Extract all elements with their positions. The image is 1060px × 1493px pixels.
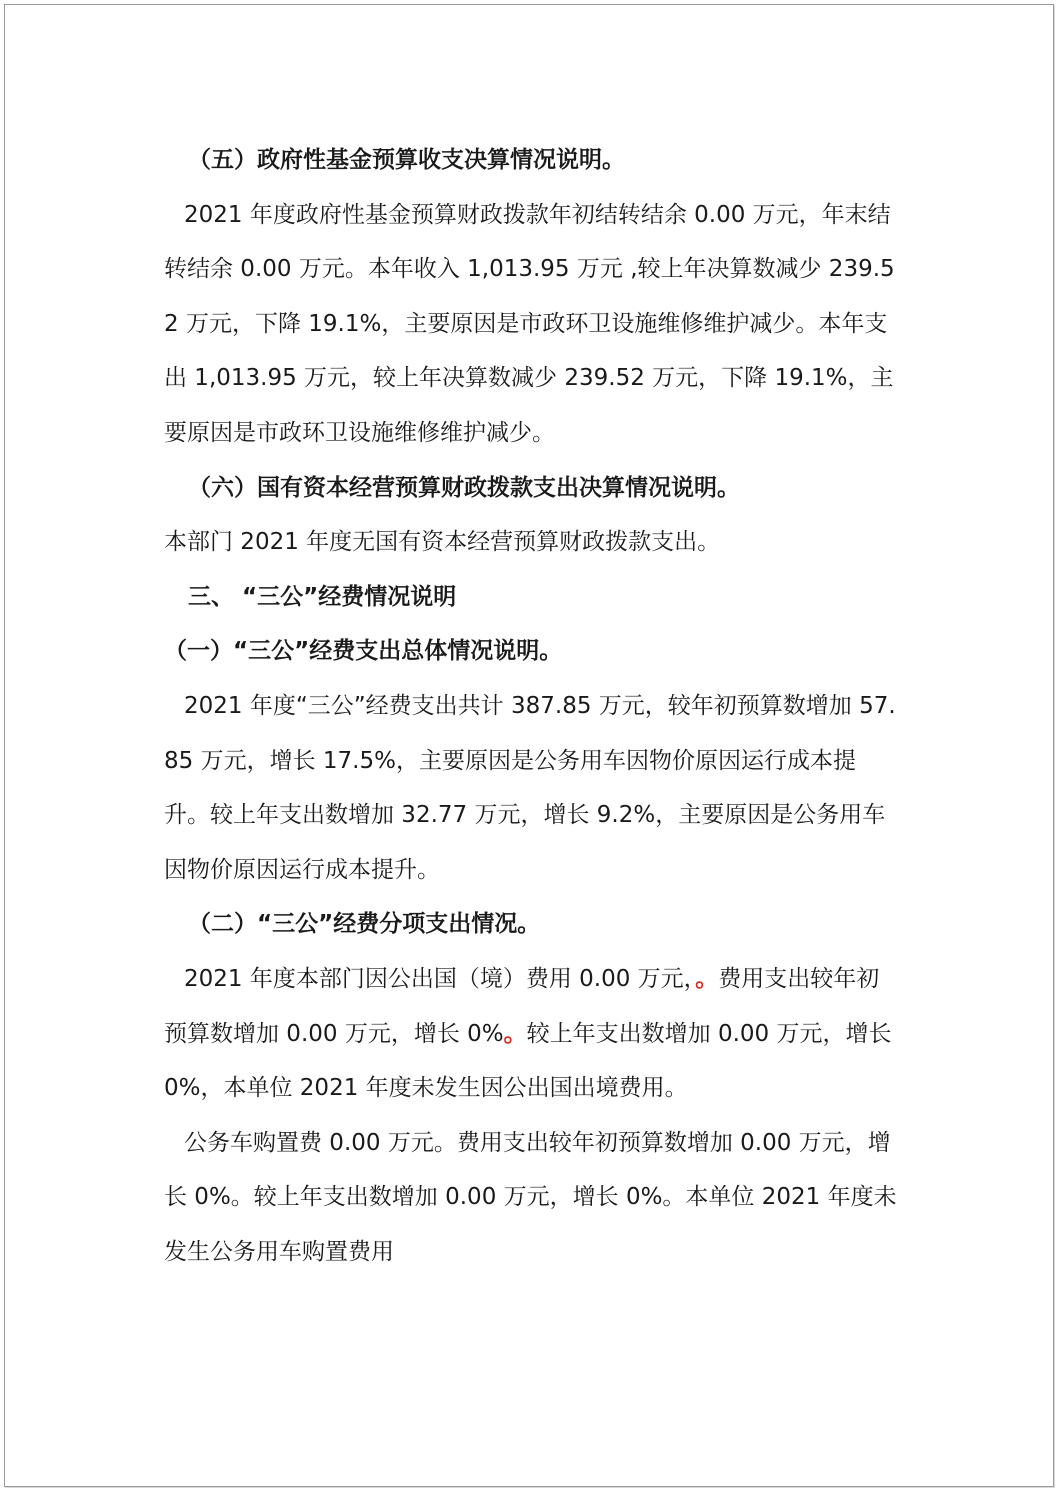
section5-paragraph: 2021 年度政府性基金预算财政拨款年初结转结余 0.00 万元，年末结转结余 0.00 万元。本年收入 1,013.95 万元 ,较上年决算数减少 239.52 万元，下降 19.1%，主要原因是市政环卫设施维修维护减少。本年支出 1,013.95 万元，较上年决算数减少 239.52 万元，下降 19.1%，主要原因是市政环卫设施维修维护减少。 xyxy=(164,201,895,446)
para1-text-2: 费用支出较年初预算数增加 0.00 万元，增长 0% xyxy=(164,965,880,1047)
part3-sub1-paragraph: 2021 年度“三公”经费支出共计 387.85 万元，较年初预算数增加 57.85 万元，增长 17.5%，主要原因是公务用车因物价原因运行成本提升。较上年支出数增加 32.77 万元，增长 9.2%，主要原因是公务用车因物价原因运行成本提升。 xyxy=(164,692,896,883)
part3-sub1-heading: （一）“三公”经费支出总体情况说明。 xyxy=(164,638,563,665)
section5-heading: （五）政府性基金预算收支决算情况说明。 xyxy=(188,147,625,173)
part3-sub2-paragraph2: 公务车购置费 0.00 万元。费用支出较年初预算数增加 0.00 万元，增长 0%。较上年支出数增加 0.00 万元，增长 0%。本单位 2021 年度未发生公务用车购置费用 xyxy=(164,1129,897,1265)
section6-heading: （六）国有资本经营预算财政拨款支出决算情况说明。 xyxy=(188,474,740,501)
red-period-mark-2: 。 xyxy=(503,1020,527,1047)
part3-sub2-paragraph1 xyxy=(164,952,900,1116)
part3-sub2-heading: （二）“三公”经费分项支出情况。 xyxy=(188,911,541,938)
para1-text-1: 2021 年度本部门因公出国（境）费用 0.00 万元， xyxy=(184,965,696,992)
para1-text-3: 较上年支出数增加 0.00 万元，增长 0%，本单位 2021 年度未发生因公出国出境费用。 xyxy=(164,1020,892,1102)
red-period-mark-1: 。 xyxy=(695,965,719,992)
document-body xyxy=(164,133,900,1279)
section6-paragraph: 本部门 2021 年度无国有资本经营预算财政拨款支出。 xyxy=(164,529,721,556)
part3-heading: 三、 “三公”经费情况说明 xyxy=(188,583,457,610)
